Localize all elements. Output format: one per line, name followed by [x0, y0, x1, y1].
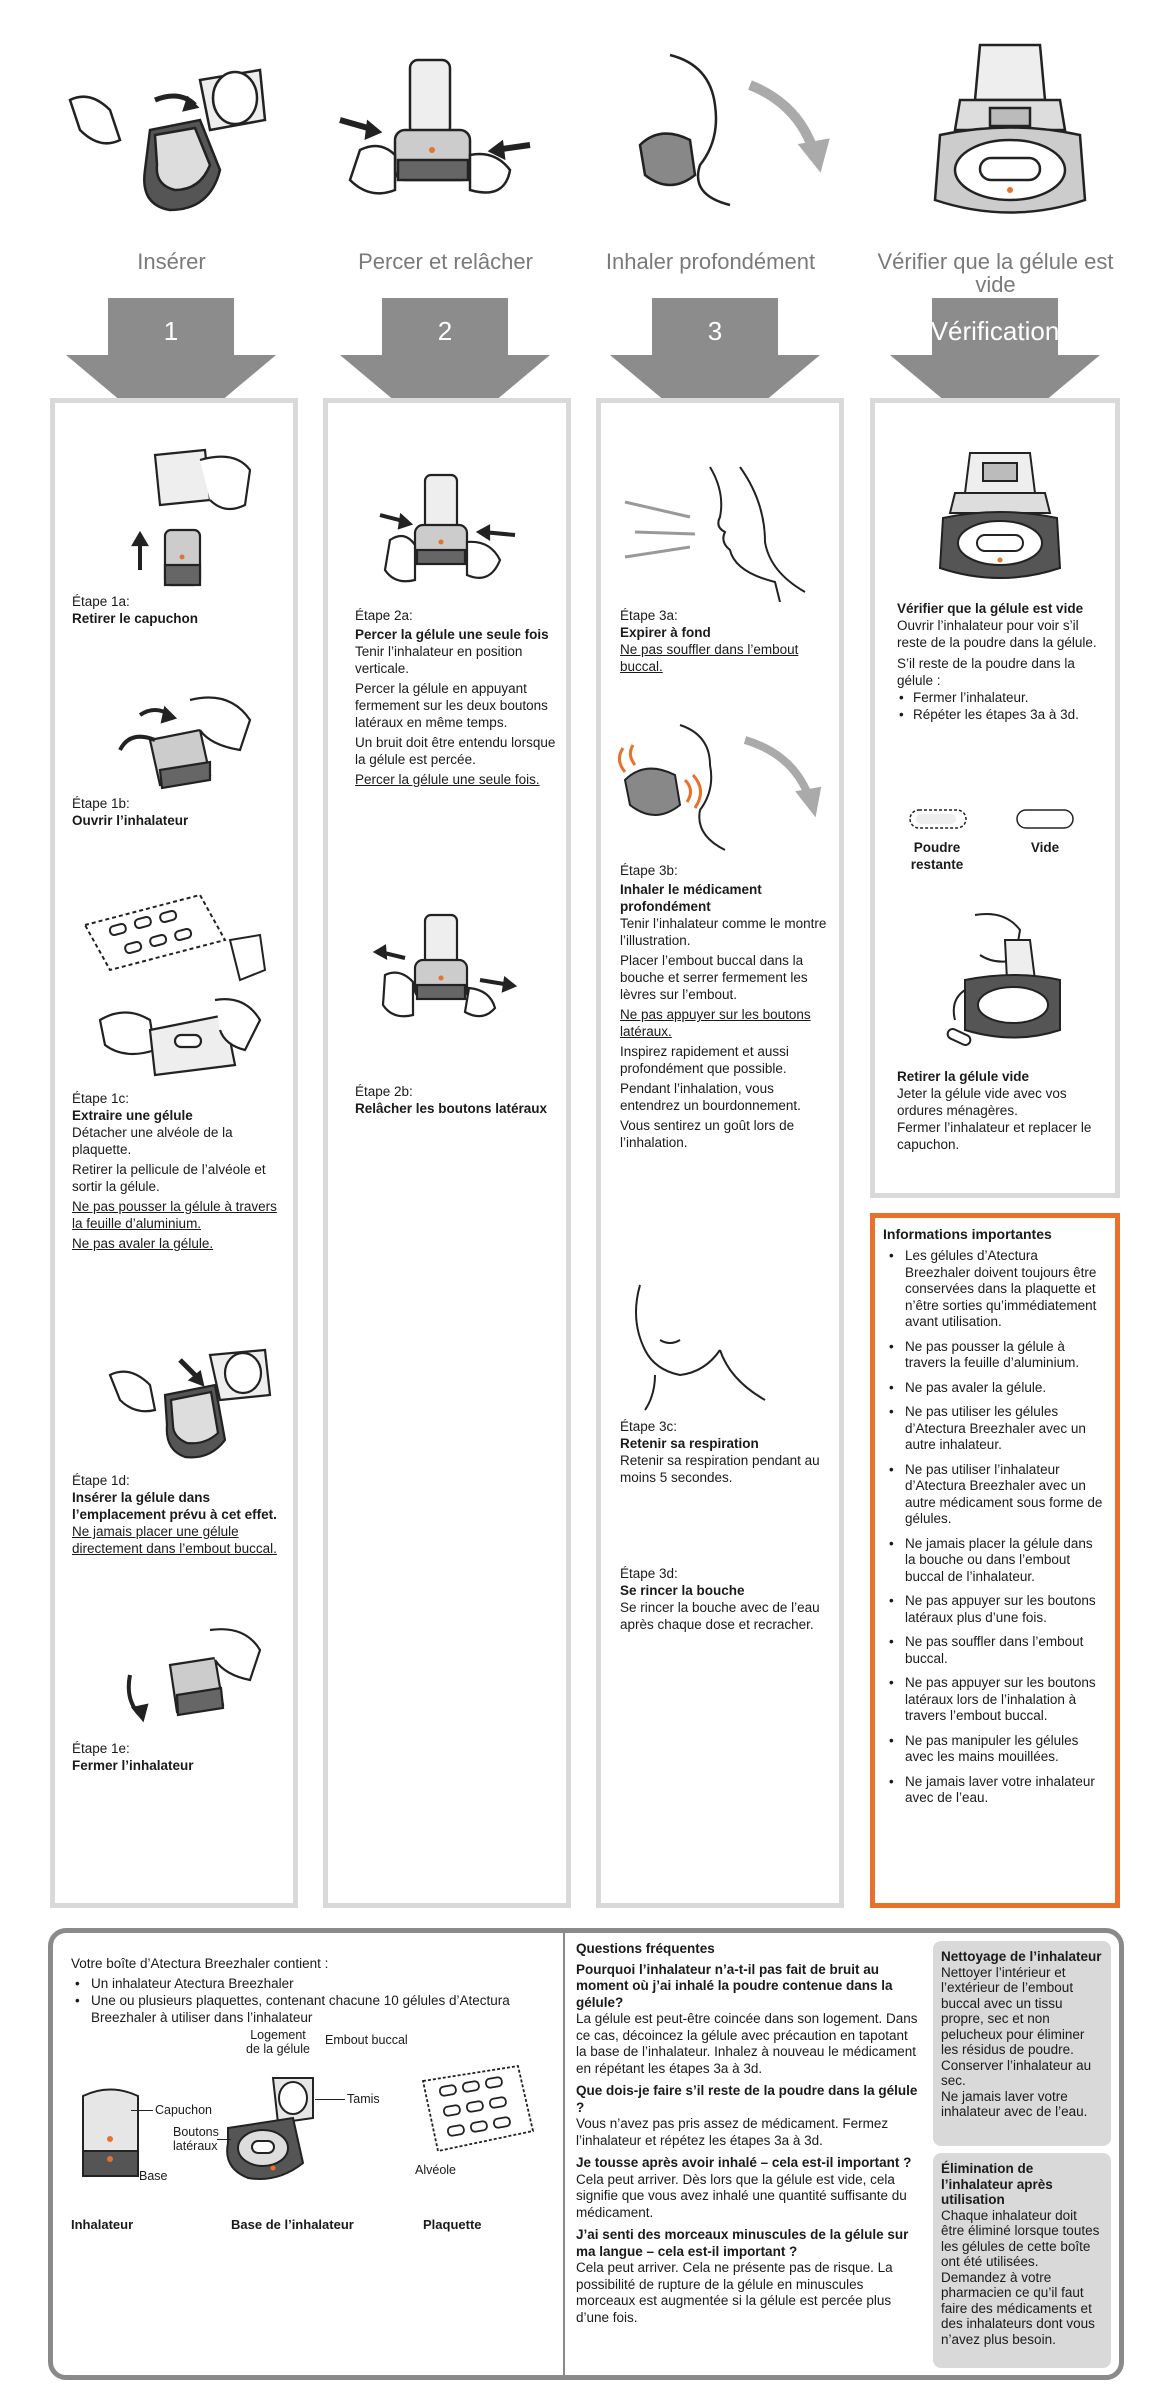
important-info-title: Informations importantes [883, 1226, 1052, 1242]
step-3a-title: Expirer à fond [620, 625, 711, 640]
faq-question: Que dois-je faire s’il reste de la poudre dans la gélule ? [576, 2083, 918, 2115]
inhale-illustration-icon [600, 45, 835, 215]
important-item: • Ne pas utiliser les gélules d’Atectura Breezhaler avec un autre inhalateur. [883, 1404, 1105, 1454]
step-1b [72, 795, 282, 829]
blister-diagram-icon [418, 2061, 538, 2161]
remove-capsule-text-1: Jeter la gélule vide avec vos ordures ménagères. [897, 1086, 1067, 1118]
step-3a-warning-1: Ne pas souffler dans l’embout buccal. [620, 642, 799, 674]
step-3d-text-1: Se rincer la bouche avec de l’eau après chaque dose et recracher. [620, 1600, 820, 1632]
disposal-text-1: Chaque inhalateur doit être éliminé lorsque toutes les gélules de cette boîte ont été utilisées. Demandez à votre pharmacien ce qu’il faut faire des médicaments et des inhalateurs dont vous n’avez plus besoin. [941, 2207, 1100, 2347]
step-1c [72, 1090, 287, 1252]
check-capsule-bullet-2-text: Répéter les étapes 3a à 3d. [913, 707, 1079, 722]
step-3b-title: Inhaler le médicament profondément [620, 882, 762, 914]
column-title-pierce: Percer et relâcher [358, 249, 533, 274]
disposal-title: Élimination de l’inhalateur après utilisation [941, 2161, 1053, 2207]
capsule-powder-icon [908, 808, 968, 830]
base-leader-line [121, 2176, 137, 2177]
step-number-1: 1 [163, 316, 179, 346]
step-3a-label: Étape 3a: [620, 608, 678, 623]
faq-answer: La gélule est peut-être coincée dans son logement. Dans ce cas, décoincez la gélule avec précaution en tapotant la base de l’inhalateur. Inhalez à nouveau le médicament en répétant les étapes 3a à 3d. [576, 2011, 918, 2076]
step-3c-label: Étape 3c: [620, 1419, 678, 1434]
step-1a-title: Retirer le capuchon [72, 611, 199, 626]
important-info-list [883, 1248, 1105, 1807]
column-title-check: Vérifier que la gélule est vide [877, 249, 1114, 297]
disposal-panel [933, 2153, 1111, 2368]
inhaler-base-diagram-icon [218, 2073, 318, 2183]
step-1e-title: Fermer l’inhalateur [72, 1758, 194, 1773]
step-1c-warning-1: Ne pas pousser la gélule à travers la feuille d’aluminium. [72, 1199, 277, 1231]
check-capsule-bullet-1-text: Fermer l’inhalateur. [913, 690, 1029, 705]
column-title-inhale: Inhaler profondément [605, 249, 816, 274]
step-1d [72, 1472, 282, 1557]
step-1c-label: Étape 1c: [72, 1091, 130, 1106]
alveole-label: Alvéole [415, 2163, 456, 2177]
step-3b [620, 862, 835, 1151]
tamis-label: Tamis [347, 2092, 380, 2106]
important-item: • Les gélules d’Atectura Breezhaler doivent toujours être conservées dans la plaquette et n’être sorties qu’immédiatement avant utilisation. [883, 1248, 1105, 1331]
check-capsule-bullet-1: • Fermer l’inhalateur. [899, 690, 1029, 705]
faq-answer: Cela peut arriver. Dès lors que la gélule est vide, cela signifie que vous avez inhalé une quantité suffisante du médicament. [576, 2171, 907, 2220]
pierce-capsule-illustration-icon [365, 470, 525, 600]
step-label-check: Vérification [930, 316, 1060, 346]
step-1e [72, 1740, 282, 1774]
important-info-box [870, 1213, 1120, 1908]
faq-question: Je tousse après avoir inhalé – cela est-il important ? [576, 2155, 912, 2170]
important-item: • Ne pas utiliser l’inhalateur d’Atectura Breezhaler avec un autre médicament sous forme de gélules. [883, 1462, 1105, 1528]
step-1d-label: Étape 1d: [72, 1473, 130, 1488]
inhaler-diagram-icon [73, 2081, 148, 2181]
step-1c-text-2: Retirer la pellicule de l’alvéole et sortir la gélule. [72, 1162, 266, 1194]
step-3b-text-5: Vous sentirez un goût lors de l’inhalation. [620, 1118, 795, 1150]
remove-capsule-section [897, 1068, 1102, 1153]
blister-pack-illustration-icon [80, 885, 270, 985]
cleaning-panel [933, 1941, 1111, 2146]
step-3d-label: Étape 3d: [620, 1566, 678, 1581]
step-2a [355, 607, 565, 788]
step-3b-text-3: Inspirez rapidement et aussi profondément que possible. [620, 1044, 789, 1076]
capuchon-label: Capuchon [155, 2103, 212, 2117]
check-empty-illustration-icon [935, 448, 1065, 588]
step-2a-label: Étape 2a: [355, 608, 413, 623]
check-capsule-illustration-icon [915, 40, 1105, 225]
faq-question: Pourquoi l’inhalateur n’a-t-il pas fait de bruit au moment où j’ai inhalé la poudre contenue dans la gélule? [576, 1961, 893, 2010]
important-item: • Ne pas appuyer sur les boutons latéraux plus d’une fois. [883, 1593, 1105, 1626]
important-item: • Ne pas appuyer sur les boutons latéraux lors de l’inhalation à travers l’embout buccal. [883, 1675, 1105, 1725]
step-3c [620, 1418, 830, 1486]
step-1d-warning-1: Ne jamais placer une gélule directement dans l’embout buccal. [72, 1524, 277, 1556]
column-title-insert: Insérer [137, 249, 206, 274]
step-1c-text-1: Détacher une alvéole de la plaquette. [72, 1125, 233, 1157]
inhaler-caption: Inhalateur [71, 2217, 134, 2232]
step-2b [355, 1083, 565, 1117]
important-item: • Ne pas avaler la gélule. [883, 1380, 1105, 1397]
release-buttons-illustration-icon [365, 910, 525, 1030]
important-item: • Ne jamais placer la gélule dans la bouche ou dans l’embout buccal de l’inhalateur. [883, 1536, 1105, 1586]
step-1e-label: Étape 1e: [72, 1741, 130, 1756]
step-3b-text-1: Tenir l’inhalateur comme le montre l’illustration. [620, 916, 827, 948]
step-3d-title: Se rincer la bouche [620, 1583, 745, 1598]
capuchon-leader-line [131, 2110, 153, 2111]
pierce-illustration-icon [320, 50, 550, 220]
insert-capsule-step-illustration-icon [105, 1345, 275, 1465]
step-number-2: 2 [437, 316, 453, 346]
step-2a-warning-1: Percer la gélule une seule fois. [355, 772, 540, 787]
bottom-divider [563, 1933, 565, 2375]
remove-capsule-title: Retirer la gélule vide [897, 1069, 1030, 1084]
important-item: • Ne pas souffler dans l’embout buccal. [883, 1634, 1105, 1667]
step-3b-label: Étape 3b: [620, 863, 678, 878]
faq-title: Questions fréquentes [576, 1941, 715, 1956]
step-1a [72, 593, 282, 627]
faq-answer: Vous n’avez pas pris assez de médicament. Fermez l’inhalateur et répétez les étapes 3a à 3d. [576, 2116, 889, 2148]
cleaning-text-1: Nettoyer l’intérieur et l’extérieur de l’embout buccal avec un tissu propre, sec et non pelucheux pour éliminer les résidus de poudre. Conserver l’inhalateur au sec. [941, 1964, 1092, 2088]
step-1b-title: Ouvrir l’inhalateur [72, 813, 189, 828]
remove-capsule-text-2: Fermer l’inhalateur et replacer le capuchon. [897, 1120, 1092, 1152]
cleaning-title: Nettoyage de l’inhalateur [941, 1949, 1102, 1964]
step-3b-warning-1: Ne pas appuyer sur les boutons latéraux. [620, 1007, 811, 1039]
hold-breath-illustration-icon [625, 1280, 775, 1415]
box-contents-bullet-1: • Un inhalateur Atectura Breezhaler [75, 1976, 294, 1991]
step-3c-text-1: Retenir sa respiration pendant au moins 5 secondes. [620, 1453, 820, 1485]
remove-cap-illustration-icon [115, 445, 255, 595]
check-capsule-text-1: Ouvrir l’inhalateur pour voir s’il reste de la poudre dans la gélule. [897, 618, 1097, 650]
base-label: Base [139, 2169, 168, 2183]
boutons-label: Boutons latéraux [173, 2125, 219, 2153]
step-2a-text-1: Tenir l’inhalateur en position verticale. [355, 644, 523, 676]
check-capsule-section [897, 600, 1102, 723]
open-inhaler-illustration-icon [110, 690, 260, 795]
faq-question: J’ai senti des morceaux minuscules de la gélule sur ma langue – cela est-il important ? [576, 2227, 909, 2259]
close-inhaler-illustration-icon [115, 1620, 265, 1730]
step-1d-title: Insérer la gélule dans l’emplacement prévu à cet effet. [72, 1490, 277, 1522]
important-item: • Ne pas manipuler les gélules avec les mains mouillées. [883, 1733, 1105, 1766]
step-3d [620, 1565, 830, 1633]
boutons-leader-line [217, 2139, 231, 2140]
exhale-illustration-icon [615, 462, 815, 602]
box-contents-bullet-2-text: Une ou plusieurs plaquettes, contenant chacune 10 gélules d’Atectura Breezhaler à utiliser dans l’inhalateur [91, 1993, 510, 2025]
check-capsule-title: Vérifier que la gélule est vide [897, 601, 1084, 616]
step-2b-title: Relâcher les boutons latéraux [355, 1101, 548, 1116]
step-2a-text-3: Un bruit doit être entendu lorsque la gélule est percée. [355, 735, 556, 767]
blister-caption: Plaquette [423, 2217, 482, 2232]
powder-left-label: Poudre restante [910, 840, 964, 872]
embout-label: Embout buccal [325, 2033, 408, 2047]
important-item: • Ne pas pousser la gélule à travers la feuille d’aluminium. [883, 1339, 1105, 1372]
box-contents-bullet-1-text: Un inhalateur Atectura Breezhaler [91, 1976, 294, 1991]
step-3a [620, 607, 830, 675]
remove-empty-capsule-illustration-icon [935, 910, 1065, 1055]
empty-label: Vide [1030, 840, 1060, 855]
step-2a-title: Percer la gélule une seule fois [355, 627, 549, 642]
faq-section [576, 1941, 921, 2332]
box-contents-intro: Votre boîte d’Atectura Breezhaler contient : [71, 1956, 329, 1971]
logement-label: Logement de la gélule [246, 2028, 310, 2056]
extract-capsule-illustration-icon [95, 990, 265, 1090]
step-2a-text-2: Percer la gélule en appuyant fermement sur les deux boutons latéraux en même temps. [355, 681, 548, 730]
step-1b-label: Étape 1b: [72, 796, 130, 811]
tamis-leader-line [315, 2099, 345, 2100]
step-2b-label: Étape 2b: [355, 1084, 413, 1099]
box-contents-bullet-2: • Une ou plusieurs plaquettes, contenant chacune 10 gélules d’Atectura Breezhaler à utiliser dans l’inhalateur [75, 1993, 510, 2025]
insert-capsule-illustration-icon [60, 60, 275, 220]
important-item: • Ne jamais laver votre inhalateur avec de l’eau. [883, 1774, 1105, 1807]
inhaler-base-caption: Base de l’inhalateur [231, 2217, 354, 2232]
capsule-empty-icon [1015, 808, 1075, 830]
faq-answer: Cela peut arriver. Cela ne présente pas de risque. La possibilité de rupture de la gélule en minuscules morceaux est augmentée si la gélule est percée plus d’une fois. [576, 2260, 893, 2325]
step-number-3: 3 [707, 316, 723, 346]
step-3b-text-2: Placer l’embout buccal dans la bouche et serrer fermement les lèvres sur l’embout. [620, 953, 808, 1002]
step-3c-title: Retenir sa respiration [620, 1436, 759, 1451]
check-capsule-bullet-2: • Répéter les étapes 3a à 3d. [899, 707, 1079, 722]
step-1c-warning-2: Ne pas avaler la gélule. [72, 1236, 214, 1251]
step-1c-title: Extraire une gélule [72, 1108, 193, 1123]
bottom-info-box [48, 1928, 1124, 2380]
inhale-medicine-illustration-icon [615, 720, 825, 855]
cleaning-text-2: Ne jamais laver votre inhalateur avec de l’eau. [941, 2088, 1088, 2119]
check-capsule-text-2: S’il reste de la poudre dans la gélule : [897, 656, 1075, 688]
step-1a-label: Étape 1a: [72, 594, 130, 609]
step-3b-text-4: Pendant l’inhalation, vous entendrez un bourdonnement. [620, 1081, 801, 1113]
